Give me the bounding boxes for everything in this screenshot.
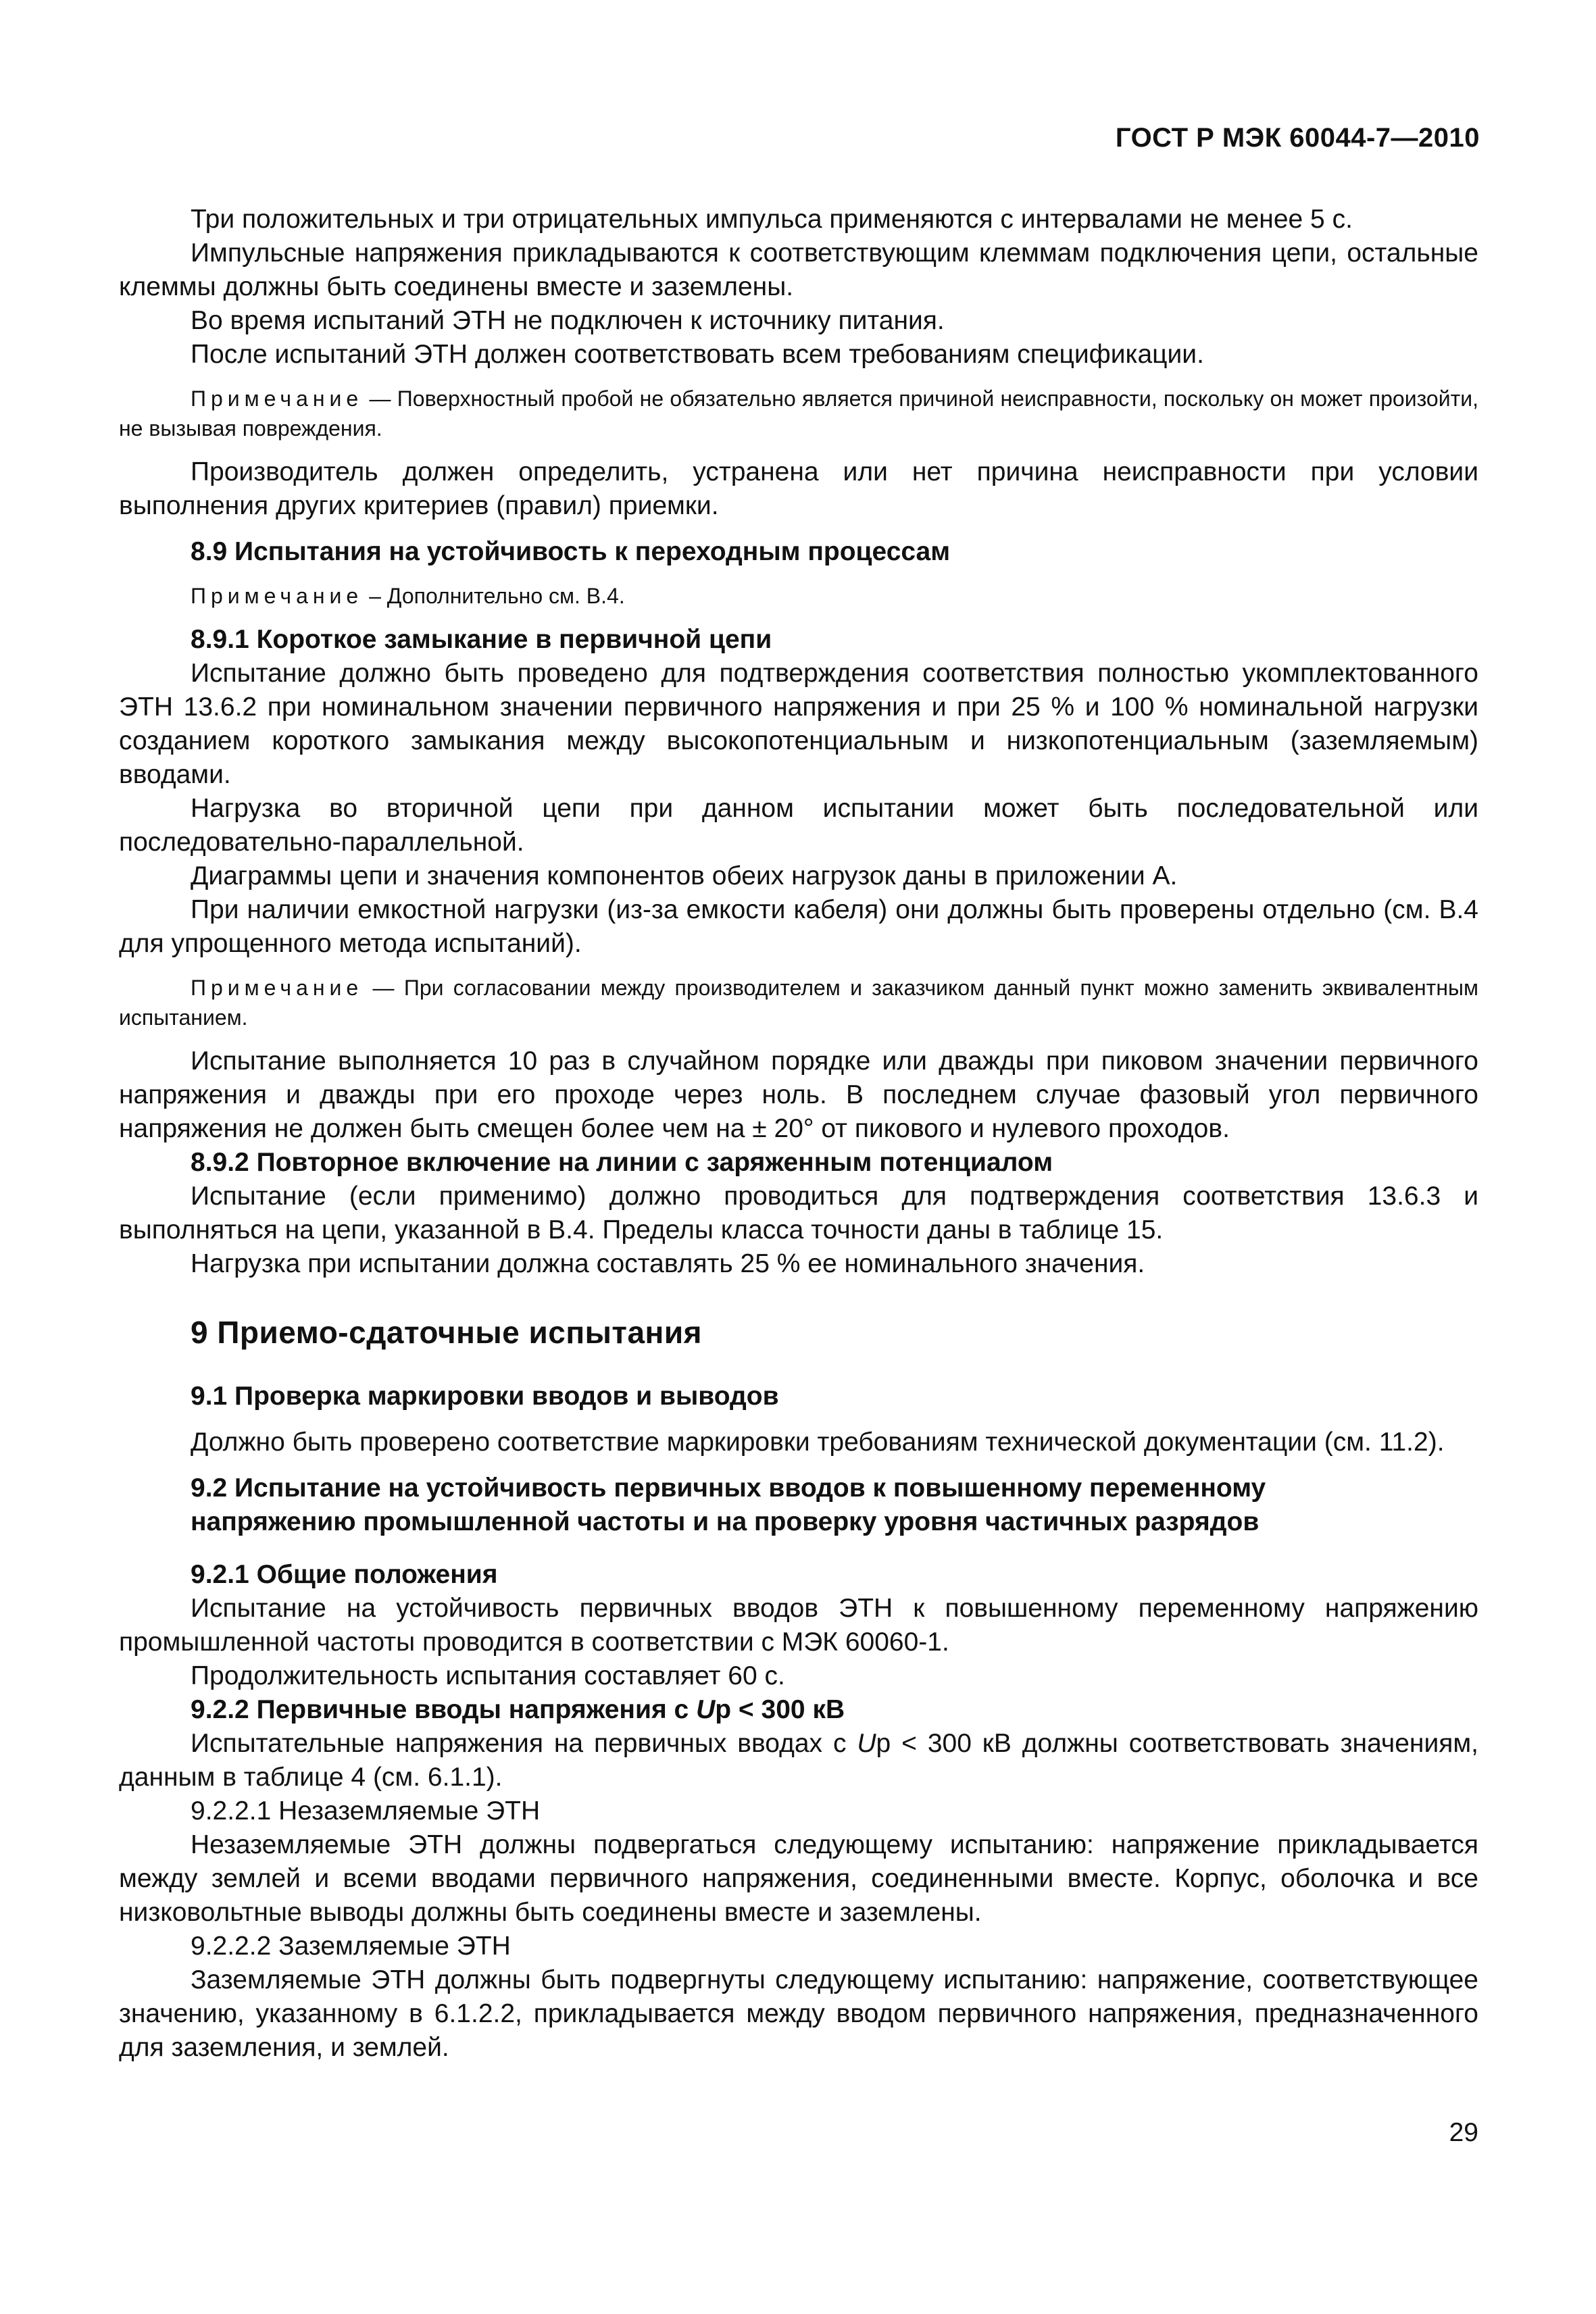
heading-line: 9.2 Испытание на устойчивость первичных вводов к повышенному переменному [191, 1474, 1266, 1503]
paragraph: Испытание должно быть проведено для подтверждения соответствия полностью укомплектованного ЭТН 13.6.2 при номинальном значении первичного напряжения и при 25 % и 100 % номинальной нагрузки созданием короткого замыкания между высокопотенциальным и низкопотенциальным (заземляемым) вводами. [119, 659, 1478, 789]
text-part: Испытательные напряжения на первичных вводах с [191, 1729, 857, 1758]
page-number: 29 [1449, 2118, 1478, 2147]
paragraph: Продолжительность испытания составляет 60 с. [191, 1661, 785, 1690]
note-text: — При согласовании между производителем и заказчиком данный пункт можно заменить эквивалентным испытанием. [119, 976, 1478, 1030]
page-content [119, 203, 1478, 2065]
paragraph: Заземляемые ЭТН должны быть подвергнуты следующему испытанию: напряжение, соответствующее значению, указанному в 6.1.2.2, прикладывается между вводом первичного напряжения, предназначенного для заземления, и землей. [119, 1965, 1478, 2062]
section-heading-8-9: 8.9 Испытания на устойчивость к переходным процессам [191, 537, 951, 566]
paragraph: Диаграммы цепи и значения компонентов обеих нагрузок даны в приложении А. [191, 861, 1178, 890]
section-heading-8-9-2: 8.9.2 Повторное включение на линии с заряженным потенциалом [191, 1148, 1053, 1177]
spacer [119, 1413, 1478, 1426]
text-part: р < 300 кВ должны соответствовать значениям, данным в таблице 4 (см. 6.1.1). [119, 1729, 1478, 1792]
paragraph: Должно быть проверено соответствие маркировки требованиям технической документации (см. 11.2). [191, 1428, 1445, 1457]
subsection-title: 9.2.2.2 Заземляемые ЭТН [191, 1932, 511, 1961]
paragraph: Испытание на устойчивость первичных вводов ЭТН к повышенному переменному напряжению промышленной частоты проводится в соответствии с МЭК 60060-1. [119, 1594, 1478, 1657]
section-heading-9-2-1: 9.2.1 Общие положения [191, 1560, 498, 1589]
document-header: ГОСТ Р МЭК 60044-7—2010 [1115, 123, 1480, 153]
paragraph: Нагрузка при испытании должна составлять 25 % ее номинального значения. [191, 1249, 1145, 1278]
section-heading-9-2-2 [119, 1693, 1478, 1727]
heading-line: напряжению промышленной частоты и на проверку уровня частичных разрядов [191, 1507, 1260, 1536]
heading-suffix: р < 300 кВ [715, 1695, 845, 1724]
section-heading-9-2 [119, 1472, 1478, 1539]
spacer [119, 1539, 1478, 1558]
paragraph: После испытаний ЭТН должен соответствовать всем требованиям спецификации. [191, 340, 1204, 369]
subsection-title: 9.2.2.1 Незаземляемые ЭТН [191, 1796, 541, 1826]
paragraph: При наличии емкостной нагрузки (из-за емкости кабеля) они должны быть проверены отдельно (см. В.4 для упрощенного метода испытаний). [119, 895, 1478, 958]
section-heading-9: 9 Приемо-сдаточные испытания [191, 1315, 702, 1350]
spacer [119, 523, 1478, 535]
paragraph: Во время испытаний ЭТН не подключен к источнику питания. [191, 306, 945, 335]
paragraph: Испытание (если применимо) должно проводиться для подтверждения соответствия 13.6.3 и выполняться на цепи, указанной в В.4. Пределы класса точности даны в таблице 15. [119, 1182, 1478, 1244]
section-heading-9-1: 9.1 Проверка маркировки вводов и выводов [191, 1382, 779, 1411]
paragraph: Испытание выполняется 10 раз в случайном порядке или дважды при пиковом значении первичного напряжения и дважды при его проходе через ноль. В последнем случае фазовый угол первичного напряжения не должен быть смещен более чем на ± 20° от пикового и нулевого проходов. [119, 1047, 1478, 1143]
paragraph: Производитель должен определить, устранена или нет причина неисправности при условии выполнения других критериев (правил) приемки. [119, 457, 1478, 520]
note-text: — Поверхностный пробой не обязательно является причиной неисправности, поскольку он может произойти, не вызывая повреждения. [119, 386, 1478, 441]
note-text: – Дополнительно см. В.4. [363, 584, 625, 608]
note [119, 581, 1478, 611]
note [119, 973, 1478, 1032]
voltage-symbol: U [857, 1729, 876, 1758]
voltage-symbol: U [696, 1695, 716, 1724]
paragraph [119, 1727, 1478, 1794]
note-label: Примечание [191, 584, 364, 608]
spacer [119, 1459, 1478, 1472]
note [119, 384, 1478, 443]
paragraph: Три положительных и три отрицательных импульса применяются с интервалами не менее 5 с. [191, 205, 1353, 234]
heading-prefix: 9.2.2 Первичные вводы напряжения с [191, 1695, 697, 1724]
paragraph: Импульсные напряжения прикладываются к соответствующим клеммам подключения цепи, остальные клеммы должны быть соединены вместе и заземлены. [119, 238, 1478, 301]
note-label: Примечание [191, 386, 364, 411]
note-label: Примечание [191, 976, 364, 1000]
section-heading-8-9-1: 8.9.1 Короткое замыкание в первичной цепи [191, 625, 772, 654]
paragraph: Нагрузка во вторичной цепи при данном испытании может быть последовательной или последовательно-параллельной. [119, 794, 1478, 857]
paragraph: Незаземляемые ЭТН должны подвергаться следующему испытанию: напряжение прикладывается между землей и всеми вводами первичного напряжения, соединенными вместе. Корпус, оболочка и все низковольтные выводы должны быть соединены вместе и заземлены. [119, 1830, 1478, 1927]
